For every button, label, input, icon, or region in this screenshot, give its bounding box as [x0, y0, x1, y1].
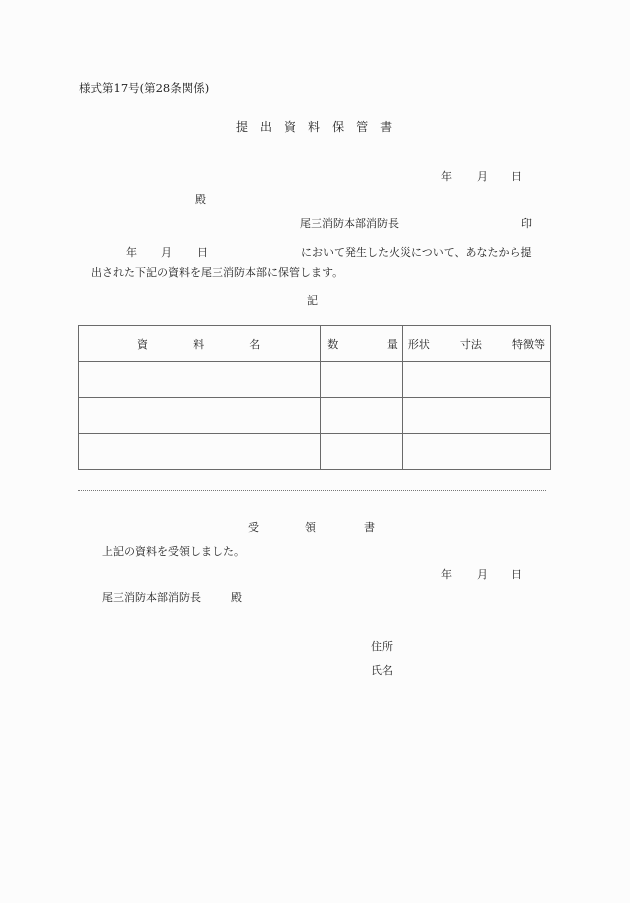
receipt-title-char-2: 領 — [305, 521, 316, 534]
title-char: 資 — [284, 120, 297, 134]
cell-features[interactable] — [402, 362, 550, 398]
header-word: 寸法 — [459, 337, 482, 351]
receipt-addressee: 尾三消防本部消防長 — [102, 591, 201, 604]
cell-quantity[interactable] — [321, 434, 403, 470]
body-line-2: 出された下記の資料を尾三消防本部に保管します。 — [91, 266, 344, 279]
title-char: 料 — [308, 120, 321, 134]
cell-quantity[interactable] — [321, 362, 403, 398]
header-char: 量 — [386, 337, 398, 351]
cell-material-name[interactable] — [79, 362, 321, 398]
ki-label: 記 — [307, 294, 318, 307]
cell-features[interactable] — [402, 434, 550, 470]
cut-line-divider — [78, 490, 546, 491]
seal-mark: 印 — [521, 217, 532, 230]
body-line-1: において発生した火災について、あなたから提 — [301, 246, 532, 259]
addressee-suffix: 殿 — [195, 193, 206, 206]
date-year-label: 年 — [441, 170, 452, 183]
document-title — [236, 120, 392, 134]
title-char: 書 — [380, 120, 393, 134]
table-header-row — [79, 326, 551, 362]
form-number: 様式第17号(第28条関係) — [79, 81, 210, 95]
header-features — [402, 326, 550, 362]
header-char: 数 — [327, 337, 339, 351]
body-day-label: 日 — [197, 246, 208, 259]
receipt-date-day: 日 — [511, 568, 522, 581]
receipt-statement: 上記の資料を受領しました。 — [102, 545, 245, 558]
header-char: 料 — [193, 337, 205, 351]
receipt-date-month: 月 — [477, 568, 488, 581]
address-label: 住所 — [371, 640, 393, 653]
date-month-label: 月 — [477, 170, 488, 183]
header-material-name — [79, 326, 321, 362]
body-year-label: 年 — [126, 246, 137, 259]
title-char: 保 — [332, 120, 345, 134]
title-char: 出 — [260, 120, 273, 134]
body-month-label: 月 — [161, 246, 172, 259]
table-row — [79, 362, 551, 398]
materials-table — [78, 325, 551, 470]
cell-material-name[interactable] — [79, 398, 321, 434]
receipt-addressee-suffix: 殿 — [231, 591, 242, 604]
header-quantity — [321, 326, 403, 362]
date-day-label: 日 — [511, 170, 522, 183]
name-label: 氏名 — [371, 664, 393, 677]
table-row — [79, 398, 551, 434]
receipt-title-char-3: 書 — [364, 521, 375, 534]
cell-features[interactable] — [402, 398, 550, 434]
header-word: 特徴等 — [512, 337, 545, 351]
title-char: 提 — [236, 120, 249, 134]
header-char: 名 — [249, 337, 261, 351]
table-row — [79, 434, 551, 470]
receipt-title-char-1: 受 — [248, 521, 259, 534]
header-char: 資 — [137, 337, 148, 351]
receipt-date-year: 年 — [441, 568, 452, 581]
header-word: 形状 — [407, 337, 430, 351]
title-char: 管 — [356, 120, 369, 134]
cell-material-name[interactable] — [79, 434, 321, 470]
issuer-name: 尾三消防本部消防長 — [300, 217, 399, 230]
cell-quantity[interactable] — [321, 398, 403, 434]
